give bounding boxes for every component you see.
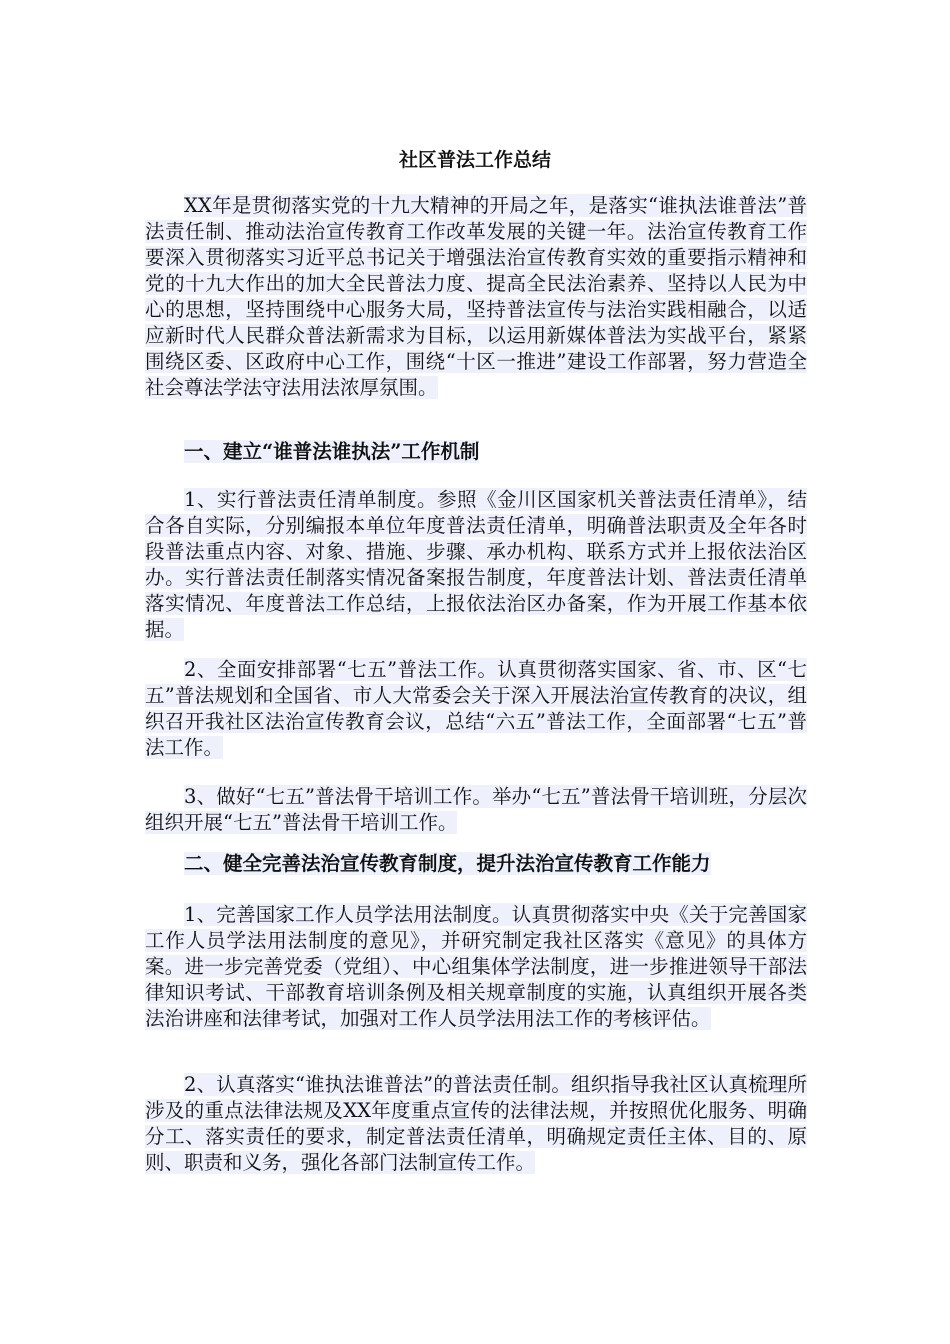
section-1-heading-text: 一、建立“谁普法谁执法”工作机制 <box>184 440 480 463</box>
section-2-heading <box>145 850 845 878</box>
document-title: 社区普法工作总结 <box>398 149 551 171</box>
section-1-paragraph-2 <box>145 657 807 761</box>
section-1-heading <box>145 438 845 466</box>
section-1-paragraph-3-text: 3、做好“七五”普法骨干培训工作。举办“七五”普法骨干培训班，分层次组织开展“七五”普法骨干培训工作。 <box>145 785 807 834</box>
section-2-paragraph-2-text: 2、认真落实“谁执法谁普法”的普法责任制。组织指导我社区认真梳理所涉及的重点法律法规及XX年度重点宣传的法律法规，并按照优化服务、明确分工、落实责任的要求，制定普法责任清单，明确规定责任主体、目的、原则、职责和义务，强化各部门法制宣传工作。 <box>145 1073 807 1174</box>
section-2-paragraph-1-text: 1、完善国家工作人员学法用法制度。认真贯彻落实中央《关于完善国家工作人员学法用法制度的意见》，并研究制定我社区落实《意见》的具体方案。进一步完善党委（党组）、中心组集体学法制度，进一步推进领导干部法律知识考试、干部教育培训条例及相关规章制度的实施，认真组织开展各类法治讲座和法律考试，加强对工作人员学法用法工作的考核评估。 <box>145 903 807 1030</box>
section-1-paragraph-1 <box>145 487 807 643</box>
section-1-paragraph-2-text: 2、全面安排部署“七五”普法工作。认真贯彻落实国家、省、市、区“七五”普法规划和全国省、市人大常委会关于深入开展法治宣传教育的决议，组织召开我社区法治宣传教育会议，总结“六五”普法工作，全面部署“七五”普法工作。 <box>145 658 807 759</box>
intro-paragraph <box>145 193 807 401</box>
section-2-heading-text: 二、健全完善法治宣传教育制度，提升法治宣传教育工作能力 <box>184 852 711 875</box>
section-1-paragraph-3 <box>145 784 807 836</box>
section-2-paragraph-1 <box>145 902 807 1032</box>
section-1-paragraph-1-text: 1、实行普法责任清单制度。参照《金川区国家机关普法责任清单》，结合各自实际，分别编报本单位年度普法责任清单，明确普法职责及全年各时段普法重点内容、对象、措施、步骤、承办机构、联系方式并上报依法治区办。实行普法责任制落实情况备案报告制度，年度普法计划、普法责任清单落实情况、年度普法工作总结，上报依法治区办备案，作为开展工作基本依据。 <box>145 488 807 641</box>
section-2-paragraph-2 <box>145 1072 807 1176</box>
intro-paragraph-text: XX年是贯彻落实党的十九大精神的开局之年，是落实“谁执法谁普法”普法责任制、推动法治宣传教育工作改革发展的关键一年。法治宣传教育工作要深入贯彻落实习近平总书记关于增强法治宣传教育实效的重要指示精神和党的十九大作出的加大全民普法力度、提高全民法治素养、坚持以人民为中心的思想，坚持围绕中心服务大局，坚持普法宣传与法治实践相融合，以适应新时代人民群众普法新需求为目标，以运用新媒体普法为实战平台，紧紧围绕区委、区政府中心工作，围绕“十区一推进”建设工作部署，努力营造全社会尊法学法守法用法浓厚氛围。 <box>145 194 807 399</box>
